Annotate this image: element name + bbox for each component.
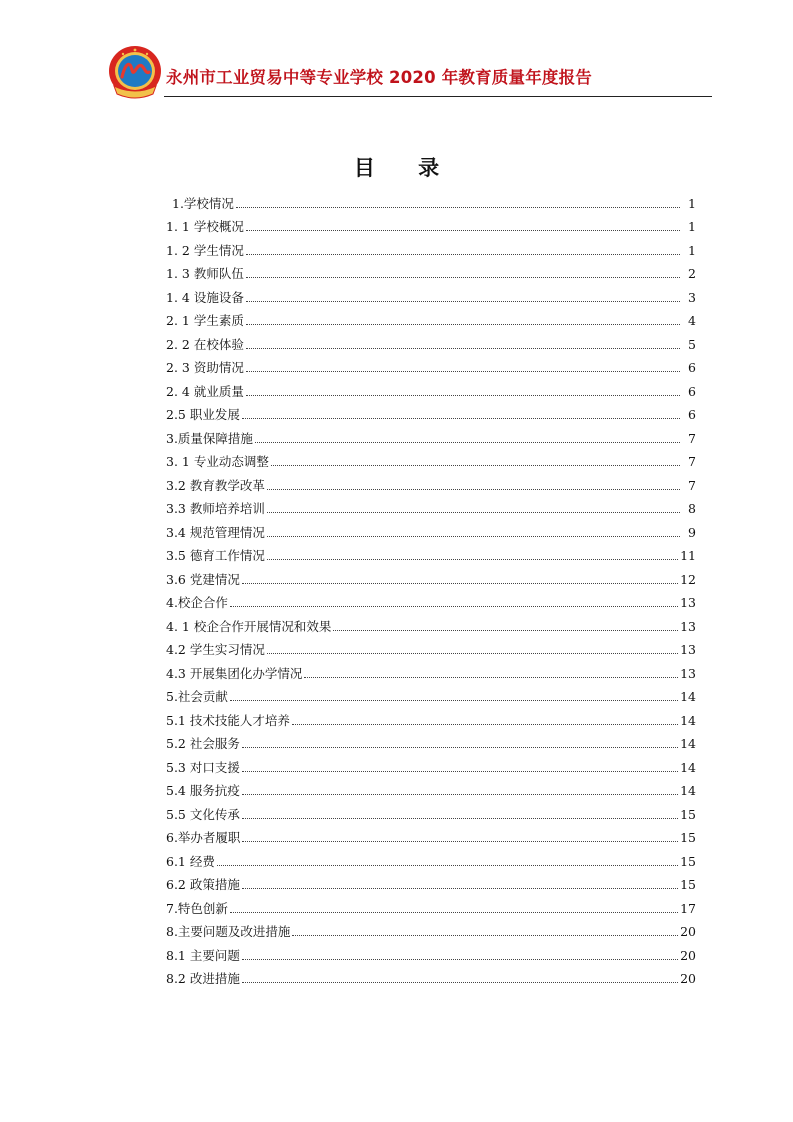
toc-entry-label: 6.举办者履职 bbox=[166, 830, 241, 845]
toc-dot-leader bbox=[267, 559, 678, 560]
toc-entry-page-number: 1 bbox=[688, 195, 696, 211]
toc-entry-label: 4. 1 校企合作开展情况和效果 bbox=[166, 618, 332, 634]
toc-dot-leader bbox=[242, 418, 680, 419]
table-of-contents bbox=[166, 188, 696, 987]
toc-entry-label: 7.特色创新 bbox=[166, 900, 228, 916]
toc-entry[interactable] bbox=[166, 846, 696, 870]
toc-dot-leader bbox=[242, 771, 678, 772]
toc-entry-page-number: 14 bbox=[680, 783, 696, 798]
toc-entry-label: 3.4 规范管理情况 bbox=[166, 524, 265, 540]
toc-entry-label: 8.1 主要问题 bbox=[166, 947, 240, 963]
toc-entry[interactable] bbox=[166, 705, 696, 729]
toc-entry-label: 5.社会贡献 bbox=[166, 689, 228, 704]
toc-entry-label: 1. 3 教师队伍 bbox=[166, 266, 244, 281]
toc-entry[interactable] bbox=[166, 235, 696, 259]
toc-dot-leader bbox=[292, 935, 678, 936]
toc-entry-page-number: 1 bbox=[688, 242, 696, 258]
toc-entry[interactable] bbox=[166, 329, 696, 353]
school-logo-icon bbox=[106, 44, 164, 100]
header-title: 永州市工业贸易中等专业学校 2020 年教育质量年度报告 bbox=[166, 68, 593, 87]
toc-entry[interactable] bbox=[166, 917, 696, 941]
toc-entry-page-number: 6 bbox=[688, 407, 696, 422]
toc-entry-label: 8.主要问题及改进措施 bbox=[166, 924, 291, 939]
toc-entry-page-number: 14 bbox=[680, 689, 696, 704]
toc-dot-leader bbox=[217, 865, 678, 866]
toc-entry-page-number: 1 bbox=[688, 219, 696, 234]
toc-entry-label: 1. 2 学生情况 bbox=[166, 242, 244, 258]
toc-entry-label: 6.2 政策措施 bbox=[166, 877, 240, 892]
toc-entry-label: 2. 3 资助情况 bbox=[166, 360, 244, 375]
toc-entry[interactable] bbox=[166, 588, 696, 612]
toc-dot-leader bbox=[246, 230, 680, 231]
toc-dot-leader bbox=[242, 583, 678, 584]
toc-entry-page-number: 7 bbox=[688, 477, 696, 493]
toc-dot-leader bbox=[230, 606, 678, 607]
toc-entry-page-number: 7 bbox=[688, 430, 696, 446]
toc-dot-leader bbox=[304, 677, 678, 678]
toc-dot-leader bbox=[333, 630, 678, 631]
toc-entry-page-number: 13 bbox=[680, 665, 696, 681]
toc-entry-page-number: 11 bbox=[680, 548, 696, 563]
toc-entry-label: 2. 1 学生素质 bbox=[166, 313, 244, 328]
toc-dot-leader bbox=[242, 794, 678, 795]
toc-dot-leader bbox=[242, 959, 678, 960]
toc-entry[interactable] bbox=[166, 282, 696, 306]
toc-entry-page-number: 12 bbox=[680, 571, 696, 587]
toc-entry[interactable] bbox=[166, 776, 696, 800]
toc-entry-label: 4.2 学生实习情况 bbox=[166, 642, 265, 657]
toc-entry-page-number: 4 bbox=[688, 313, 696, 328]
toc-dot-leader bbox=[271, 465, 680, 466]
toc-entry-page-number: 7 bbox=[688, 454, 696, 469]
toc-entry[interactable] bbox=[166, 400, 696, 424]
toc-entry-label: 4.校企合作 bbox=[166, 595, 228, 610]
toc-entry-page-number: 3 bbox=[688, 289, 696, 305]
toc-entry-page-number: 13 bbox=[680, 642, 696, 657]
toc-entry-page-number: 14 bbox=[680, 712, 696, 728]
toc-entry[interactable] bbox=[166, 259, 696, 283]
toc-entry-page-number: 13 bbox=[680, 595, 696, 610]
toc-dot-leader bbox=[242, 841, 678, 842]
toc-entry-page-number: 17 bbox=[680, 900, 696, 916]
toc-entry-page-number: 8 bbox=[688, 501, 696, 516]
toc-entry-label: 2.5 职业发展 bbox=[166, 407, 240, 422]
toc-entry-page-number: 15 bbox=[680, 806, 696, 822]
toc-entry[interactable] bbox=[166, 188, 696, 212]
toc-dot-leader bbox=[242, 888, 678, 889]
toc-entry-page-number: 20 bbox=[680, 924, 696, 939]
toc-entry-label: 5.3 对口支援 bbox=[166, 759, 240, 775]
toc-entry-page-number: 15 bbox=[680, 877, 696, 892]
toc-entry-page-number: 20 bbox=[680, 971, 696, 986]
toc-title: 目 录 bbox=[353, 156, 458, 180]
toc-dot-leader bbox=[267, 536, 680, 537]
toc-entry[interactable] bbox=[166, 353, 696, 377]
toc-entry[interactable] bbox=[166, 470, 696, 494]
toc-entry-label: 5.5 文化传承 bbox=[166, 806, 240, 822]
toc-dot-leader bbox=[246, 301, 680, 302]
toc-dot-leader bbox=[267, 653, 678, 654]
toc-entry-page-number: 15 bbox=[680, 830, 696, 845]
toc-entry[interactable] bbox=[166, 517, 696, 541]
toc-dot-leader bbox=[230, 912, 678, 913]
toc-entry-label: 4.3 开展集团化办学情况 bbox=[166, 665, 303, 681]
toc-entry[interactable] bbox=[166, 541, 696, 565]
toc-dot-leader bbox=[236, 207, 680, 208]
toc-entry-label: 5.2 社会服务 bbox=[166, 736, 240, 751]
toc-entry-label: 1. 4 设施设备 bbox=[166, 289, 244, 305]
toc-entry[interactable] bbox=[166, 494, 696, 518]
toc-entry[interactable] bbox=[166, 658, 696, 682]
toc-entry[interactable] bbox=[166, 376, 696, 400]
toc-dot-leader bbox=[242, 747, 678, 748]
page-header bbox=[104, 44, 712, 100]
toc-entry-page-number: 6 bbox=[688, 383, 696, 399]
toc-dot-leader bbox=[267, 489, 680, 490]
toc-entry-page-number: 9 bbox=[688, 524, 696, 540]
toc-entry-label: 3.质量保障措施 bbox=[166, 430, 253, 446]
toc-entry[interactable] bbox=[166, 611, 696, 635]
toc-dot-leader bbox=[246, 371, 680, 372]
toc-entry-label: 2. 4 就业质量 bbox=[166, 383, 244, 399]
toc-entry-label: 3.2 教育教学改革 bbox=[166, 477, 265, 493]
toc-entry[interactable] bbox=[166, 564, 696, 588]
toc-entry-label: 6.1 经费 bbox=[166, 853, 215, 869]
toc-entry-label: 8.2 改进措施 bbox=[166, 971, 240, 986]
toc-entry-label: 5.4 服务抗疫 bbox=[166, 783, 240, 798]
toc-entry-page-number: 20 bbox=[680, 947, 696, 963]
toc-entry[interactable] bbox=[166, 823, 696, 847]
toc-entry-page-number: 5 bbox=[688, 336, 696, 352]
toc-entry[interactable] bbox=[166, 799, 696, 823]
toc-entry-label: 3.3 教师培养培训 bbox=[166, 501, 265, 516]
toc-entry[interactable] bbox=[166, 752, 696, 776]
header-divider bbox=[164, 96, 712, 97]
toc-entry[interactable] bbox=[166, 306, 696, 330]
toc-entry-page-number: 15 bbox=[680, 853, 696, 869]
toc-entry-label: 3.5 德育工作情况 bbox=[166, 548, 265, 563]
toc-entry[interactable] bbox=[166, 212, 696, 236]
toc-dot-leader bbox=[242, 818, 678, 819]
toc-dot-leader bbox=[255, 442, 680, 443]
toc-entry-page-number: 13 bbox=[680, 618, 696, 634]
toc-entry[interactable] bbox=[166, 635, 696, 659]
toc-dot-leader bbox=[267, 512, 680, 513]
toc-dot-leader bbox=[230, 700, 678, 701]
toc-entry[interactable] bbox=[166, 870, 696, 894]
toc-dot-leader bbox=[246, 348, 680, 349]
toc-entry[interactable] bbox=[166, 729, 696, 753]
toc-entry[interactable] bbox=[166, 447, 696, 471]
toc-entry[interactable] bbox=[166, 423, 696, 447]
toc-dot-leader bbox=[246, 277, 680, 278]
toc-dot-leader bbox=[246, 254, 680, 255]
toc-dot-leader bbox=[246, 324, 680, 325]
toc-entry-page-number: 6 bbox=[688, 360, 696, 375]
toc-entry-page-number: 14 bbox=[680, 736, 696, 751]
toc-entry-label: 3. 1 专业动态调整 bbox=[166, 454, 269, 469]
toc-entry-label: 3.6 党建情况 bbox=[166, 571, 240, 587]
toc-entry-label: 5.1 技术技能人才培养 bbox=[166, 712, 290, 728]
toc-dot-leader bbox=[246, 395, 680, 396]
toc-entry-label: 1.学校情况 bbox=[172, 195, 234, 211]
toc-entry-label: 1. 1 学校概况 bbox=[166, 219, 244, 234]
toc-dot-leader bbox=[292, 724, 678, 725]
toc-entry-page-number: 14 bbox=[680, 759, 696, 775]
toc-entry[interactable] bbox=[166, 940, 696, 964]
toc-entry-page-number: 2 bbox=[688, 266, 696, 281]
toc-entry[interactable] bbox=[166, 964, 696, 988]
toc-dot-leader bbox=[242, 982, 678, 983]
toc-entry[interactable] bbox=[166, 682, 696, 706]
toc-entry-label: 2. 2 在校体验 bbox=[166, 336, 244, 352]
toc-entry[interactable] bbox=[166, 893, 696, 917]
